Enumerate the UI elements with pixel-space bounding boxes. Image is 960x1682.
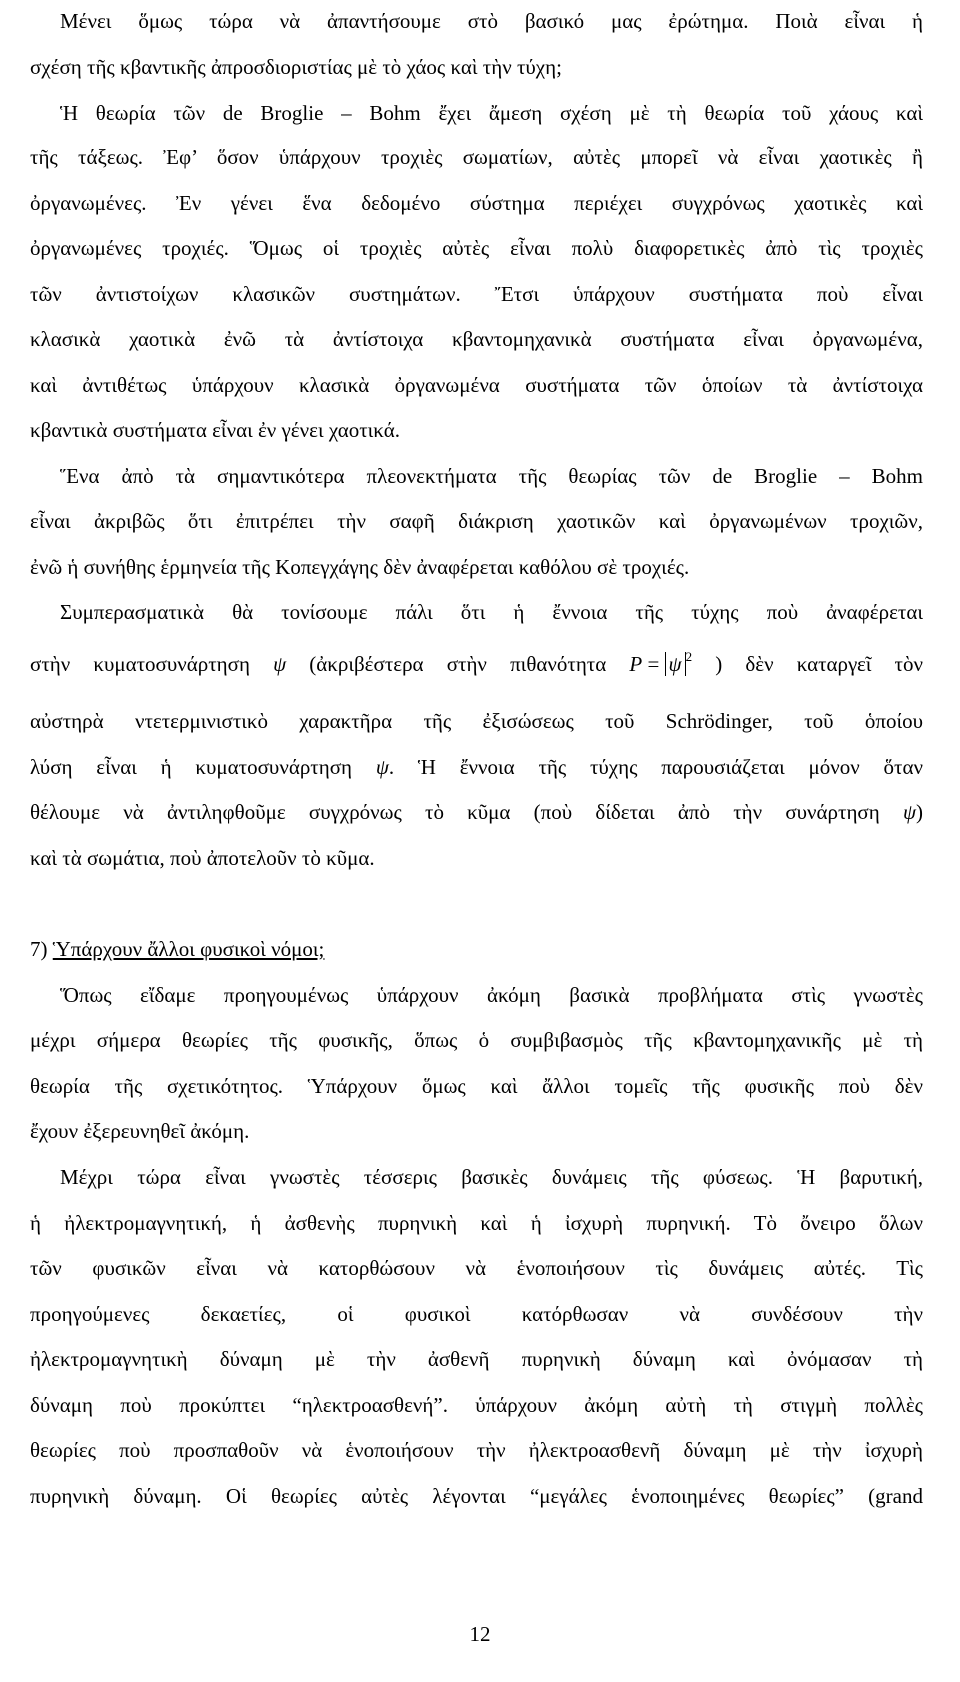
text-line: δύναμη ποὺ προκύπτει “ηλεκτροασθενή”. ὑπάρχουν ἀκόμη αὐτὴ τὴ στιγμὴ πολλὲς [30, 1393, 923, 1417]
text-line: ἡ ἠλεκτρομαγνητική, ἡ ἀσθενὴς πυρηνικὴ καὶ ἡ ἰσχυρὴ πυρηνική. Τὸ ὄνειρο ὅλων [30, 1211, 923, 1235]
text-line: αὐστηρὰ ντετερμινιστικὸ χαρακτῆρα τῆς ἐξισώσεως τοῦ Schrödinger, τοῦ ὁποίου [30, 709, 923, 733]
text-line: μέχρι σήμερα θεωρίες τῆς φυσικῆς, ὅπως ὁ συμβιβασμὸς τῆς κβαντομηχανικῆς μὲ τὴ [30, 1028, 923, 1052]
text-line [30, 752, 923, 782]
text-line: ὀργανωμένες. Ἐν γένει ἕνα δεδομένο σύστημα περιέχει συγχρόνως χαοτικὲς καὶ [30, 191, 923, 215]
probability-formula [629, 649, 692, 682]
text-line: τῆς τάξεως. Ἐφ’ ὅσον ὑπάρχουν τροχιὲς σωματίων, αὐτὲς μπορεῖ νὰ εἶναι χαοτικὲς ἢ [30, 145, 923, 169]
section-heading [30, 934, 923, 964]
psi-symbol: ψ [273, 652, 287, 676]
formula-exponent: 2 [685, 649, 693, 664]
psi-symbol: ψ [375, 755, 389, 779]
text-line: εἶναι ἀκριβῶς ὅτι ἐπιτρέπει τὴν σαφῆ διάκριση χαοτικῶν καὶ ὀργανωμένων τροχιῶν, [30, 509, 923, 533]
section-title: Ὑπάρχουν ἄλλοι φυσικοὶ νόμοι; [52, 937, 325, 961]
text-fragment: θέλουμε νὰ ἀντιληφθοῦμε συγχρόνως τὸ κῦμα (ποὺ δίδεται ἀπὸ τὴν συνάρτηση [30, 800, 903, 824]
text-line: σχέση τῆς κβαντικῆς ἀπροσδιοριστίας μὲ τὸ χάος καὶ τὴν τύχη; [30, 55, 562, 79]
text-line: θεωρίες ποὺ προσπαθοῦν νὰ ἑνοποιήσουν τὴν ἠλεκτροασθενῆ δύναμη μὲ τὴν ἰσχυρὴ [30, 1438, 923, 1462]
text-line: ἐνῶ ἡ συνήθης ἑρμηνεία τῆς Κοπεγχάγης δὲν ἀναφέρεται καθόλου σὲ τροχιές. [30, 555, 690, 579]
psi-symbol: ψ [902, 800, 916, 824]
text-line: καὶ ἀντιθέτως ὑπάρχουν κλασικὰ ὀργανωμένα συστήματα τῶν ὁποίων τὰ ἀντίστοιχα [30, 373, 923, 397]
text-line: πυρηνικὴ δύναμη. Οἱ θεωρίες αὐτὲς λέγονται “μεγάλες ἑνοποιημένες θεωρίες” (grand [30, 1484, 923, 1508]
text-line: ὀργανωμένες τροχιές. Ὅμως οἱ τροχιὲς αὐτὲς εἶναι πολὺ διαφορετικὲς ἀπὸ τὶς τροχιὲς [30, 236, 923, 260]
formula-abs-psi: ψ [665, 652, 686, 676]
text-line: ἠλεκτρομαγνητικὴ δύναμη μὲ τὴν ἀσθενῆ πυρηνικὴ δύναμη καὶ ὀνόμασαν τὴ [30, 1347, 923, 1371]
text-line: τῶν ἀντιστοίχων κλασικῶν συστημάτων. Ἔτσι ὑπάρχουν συστήματα ποὺ εἶναι [30, 282, 923, 306]
formula-equals: = [642, 652, 665, 676]
text-fragment: ) [916, 800, 923, 824]
text-line: κβαντικὰ συστήματα εἶναι ἐν γένει χαοτικά. [30, 418, 400, 442]
text-fragment: λύση εἶναι ἡ κυματοσυνάρτηση [30, 755, 376, 779]
page-number: 12 [469, 1622, 491, 1646]
text-line: Ὅπως εἴδαμε προηγουμένως ὑπάρχουν ἀκόμη βασικὰ προβλήματα στὶς γνωστὲς [60, 983, 923, 1007]
formula-p: P [629, 652, 643, 676]
section-number: 7) [30, 937, 53, 961]
text-line: προηγούμενες δεκαετίες, οἱ φυσικοὶ κατόρθωσαν νὰ συνδέσουν τὴν [30, 1302, 923, 1326]
text-fragment: (ἀκριβέστερα στὴν πιθανότητα [286, 652, 630, 676]
text-line: Συμπερασματικὰ θὰ τονίσουμε πάλι ὅτι ἡ ἔννοια τῆς τύχης ποὺ ἀναφέρεται [60, 600, 923, 624]
text-line: Ἡ θεωρία τῶν de Broglie – Bohm ἔχει ἄμεση σχέση μὲ τὴ θεωρία τοῦ χάους καὶ [60, 101, 923, 125]
text-line: καὶ τὰ σωμάτια, ποὺ ἀποτελοῦν τὸ κῦμα. [30, 846, 375, 870]
text-line: θεωρία τῆς σχετικότητος. Ὑπάρχουν ὅμως καὶ ἄλλοι τομεῖς τῆς φυσικῆς ποὺ δὲν [30, 1074, 923, 1098]
text-fragment: στὴν κυματοσυνάρτηση [30, 652, 274, 676]
text-line: Μέχρι τώρα εἶναι γνωστὲς τέσσερις βασικὲς δυνάμεις τῆς φύσεως. Ἡ βαρυτική, [60, 1165, 923, 1189]
formula-line [30, 649, 923, 679]
text-line: ἔχουν ἐξερευνηθεῖ ἀκόμη. [30, 1119, 250, 1143]
text-line: κλασικὰ χαοτικὰ ἐνῶ τὰ ἀντίστοιχα κβαντομηχανικὰ συστήματα εἶναι ὀργανωμένα, [30, 327, 923, 351]
text-line [30, 797, 923, 827]
text-fragment: . Ἡ ἔννοια τῆς τύχης παρουσιάζεται μόνον ὅταν [388, 755, 923, 779]
text-fragment: ) δὲν καταργεῖ τὸν [692, 652, 923, 676]
text-line: Μένει ὅμως τώρα νὰ ἀπαντήσουμε στὸ βασικό μας ἐρώτημα. Ποιὰ εἶναι ἡ [60, 9, 923, 33]
text-line: Ἕνα ἀπὸ τὰ σημαντικότερα πλεονεκτήματα τῆς θεωρίας τῶν de Broglie – Bohm [60, 464, 923, 488]
text-line: τῶν φυσικῶν εἶναι νὰ κατορθώσουν νὰ ἑνοποιήσουν τὶς δυνάμεις αὐτές. Τὶς [30, 1256, 923, 1280]
